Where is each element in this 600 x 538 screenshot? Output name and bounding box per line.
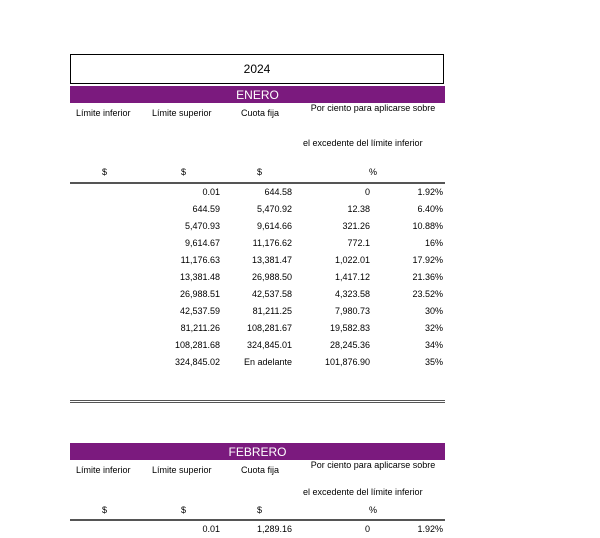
cell-percent: 10.88% [412, 221, 443, 231]
cell-fixed-fee: 772.1 [347, 238, 370, 248]
unit-percent: % [369, 167, 378, 177]
cell-percent: 35% [424, 357, 443, 367]
cell-upper-limit: 644.58 [264, 187, 292, 197]
unit-lower: $ [102, 505, 108, 515]
cell-lower-limit: 108,281.68 [174, 340, 220, 350]
cell-upper-limit: 324,845.01 [246, 340, 292, 350]
table-row [70, 269, 445, 286]
table-row [70, 354, 445, 371]
cell-lower-limit: 11,176.63 [180, 255, 220, 265]
rows-enero [70, 184, 445, 371]
unit-percent: % [369, 505, 378, 515]
cell-upper-limit: 108,281.67 [246, 323, 292, 333]
cell-upper-limit: 42,537.58 [251, 289, 292, 299]
table-row [70, 320, 445, 337]
table-row [70, 235, 445, 252]
unit-upper: $ [181, 167, 187, 177]
month-label: ENERO [236, 87, 279, 102]
cell-fixed-fee: 7,980.73 [334, 306, 370, 316]
cell-fixed-fee: 1,417.12 [334, 272, 370, 282]
cell-fixed-fee: 12.38 [347, 204, 370, 214]
cell-percent: 32% [424, 323, 443, 333]
header-upper-limit: Límite superior [152, 465, 212, 475]
cell-upper-limit: 9,614.66 [256, 221, 292, 231]
cell-lower-limit: 324,845.02 [174, 357, 220, 367]
table-row [70, 337, 445, 354]
cell-percent: 16% [424, 238, 443, 248]
rows-febrero [70, 521, 445, 538]
table-end-rule [70, 400, 445, 403]
cell-fixed-fee: 1,022.01 [334, 255, 370, 265]
year-label: 2024 [243, 62, 271, 76]
cell-lower-limit: 644.59 [192, 204, 220, 214]
cell-upper-limit: 1,289.16 [256, 524, 292, 534]
cell-lower-limit: 42,537.59 [179, 306, 220, 316]
cell-percent: 34% [424, 340, 443, 350]
cell-upper-limit: En adelante [243, 357, 292, 367]
unit-lower: $ [102, 167, 108, 177]
header-percent-sub: el excedente del límite inferior [303, 138, 423, 148]
cell-fixed-fee: 0 [364, 524, 370, 534]
cell-fixed-fee: 101,876.90 [324, 357, 370, 367]
cell-percent: 6.40% [417, 204, 443, 214]
table-row [70, 201, 445, 218]
cell-lower-limit: 0.01 [202, 187, 220, 197]
table-row [70, 252, 445, 269]
cell-upper-limit: 5,470.92 [256, 204, 292, 214]
year-header [70, 54, 444, 84]
header-percent-sub: el excedente del límite inferior [303, 487, 423, 497]
month-bar-febrero [70, 443, 445, 460]
cell-fixed-fee: 4,323.58 [334, 289, 370, 299]
cell-upper-limit: 26,988.50 [251, 272, 292, 282]
header-percent: Por ciento para aplicarse sobre [310, 103, 436, 113]
cell-percent: 21.36% [412, 272, 443, 282]
table-row [70, 521, 445, 538]
cell-percent: 1.92% [417, 524, 443, 534]
cell-upper-limit: 13,381.47 [251, 255, 292, 265]
header-upper-limit: Límite superior [152, 108, 212, 118]
cell-lower-limit: 13,381.48 [179, 272, 220, 282]
cell-percent: 17.92% [412, 255, 443, 265]
month-bar-enero [70, 86, 445, 103]
header-lower-limit: Límite inferior [76, 465, 131, 475]
cell-percent: 1.92% [417, 187, 443, 197]
table-row [70, 286, 445, 303]
unit-upper: $ [181, 505, 187, 515]
cell-fixed-fee: 0 [364, 187, 370, 197]
cell-upper-limit: 81,211.25 [252, 306, 292, 316]
header-lower-limit: Límite inferior [76, 108, 131, 118]
cell-upper-limit: 11,176.62 [252, 238, 292, 248]
cell-percent: 23.52% [412, 289, 443, 299]
unit-fixed: $ [257, 167, 263, 177]
cell-lower-limit: 9,614.67 [184, 238, 220, 248]
cell-percent: 30% [424, 306, 443, 316]
cell-lower-limit: 26,988.51 [179, 289, 220, 299]
cell-fixed-fee: 28,245.36 [329, 340, 370, 350]
header-percent: Por ciento para aplicarse sobre [310, 460, 436, 470]
cell-lower-limit: 0.01 [202, 524, 220, 534]
table-row [70, 303, 445, 320]
table-row [70, 218, 445, 235]
cell-fixed-fee: 19,582.83 [329, 323, 370, 333]
table-row [70, 184, 445, 201]
cell-lower-limit: 5,470.93 [184, 221, 220, 231]
cell-lower-limit: 81,211.26 [180, 323, 220, 333]
header-fixed-fee: Cuota fija [241, 108, 280, 118]
cell-fixed-fee: 321.26 [342, 221, 370, 231]
unit-fixed: $ [257, 505, 263, 515]
month-label: FEBRERO [228, 444, 287, 459]
header-fixed-fee: Cuota fija [241, 465, 280, 475]
